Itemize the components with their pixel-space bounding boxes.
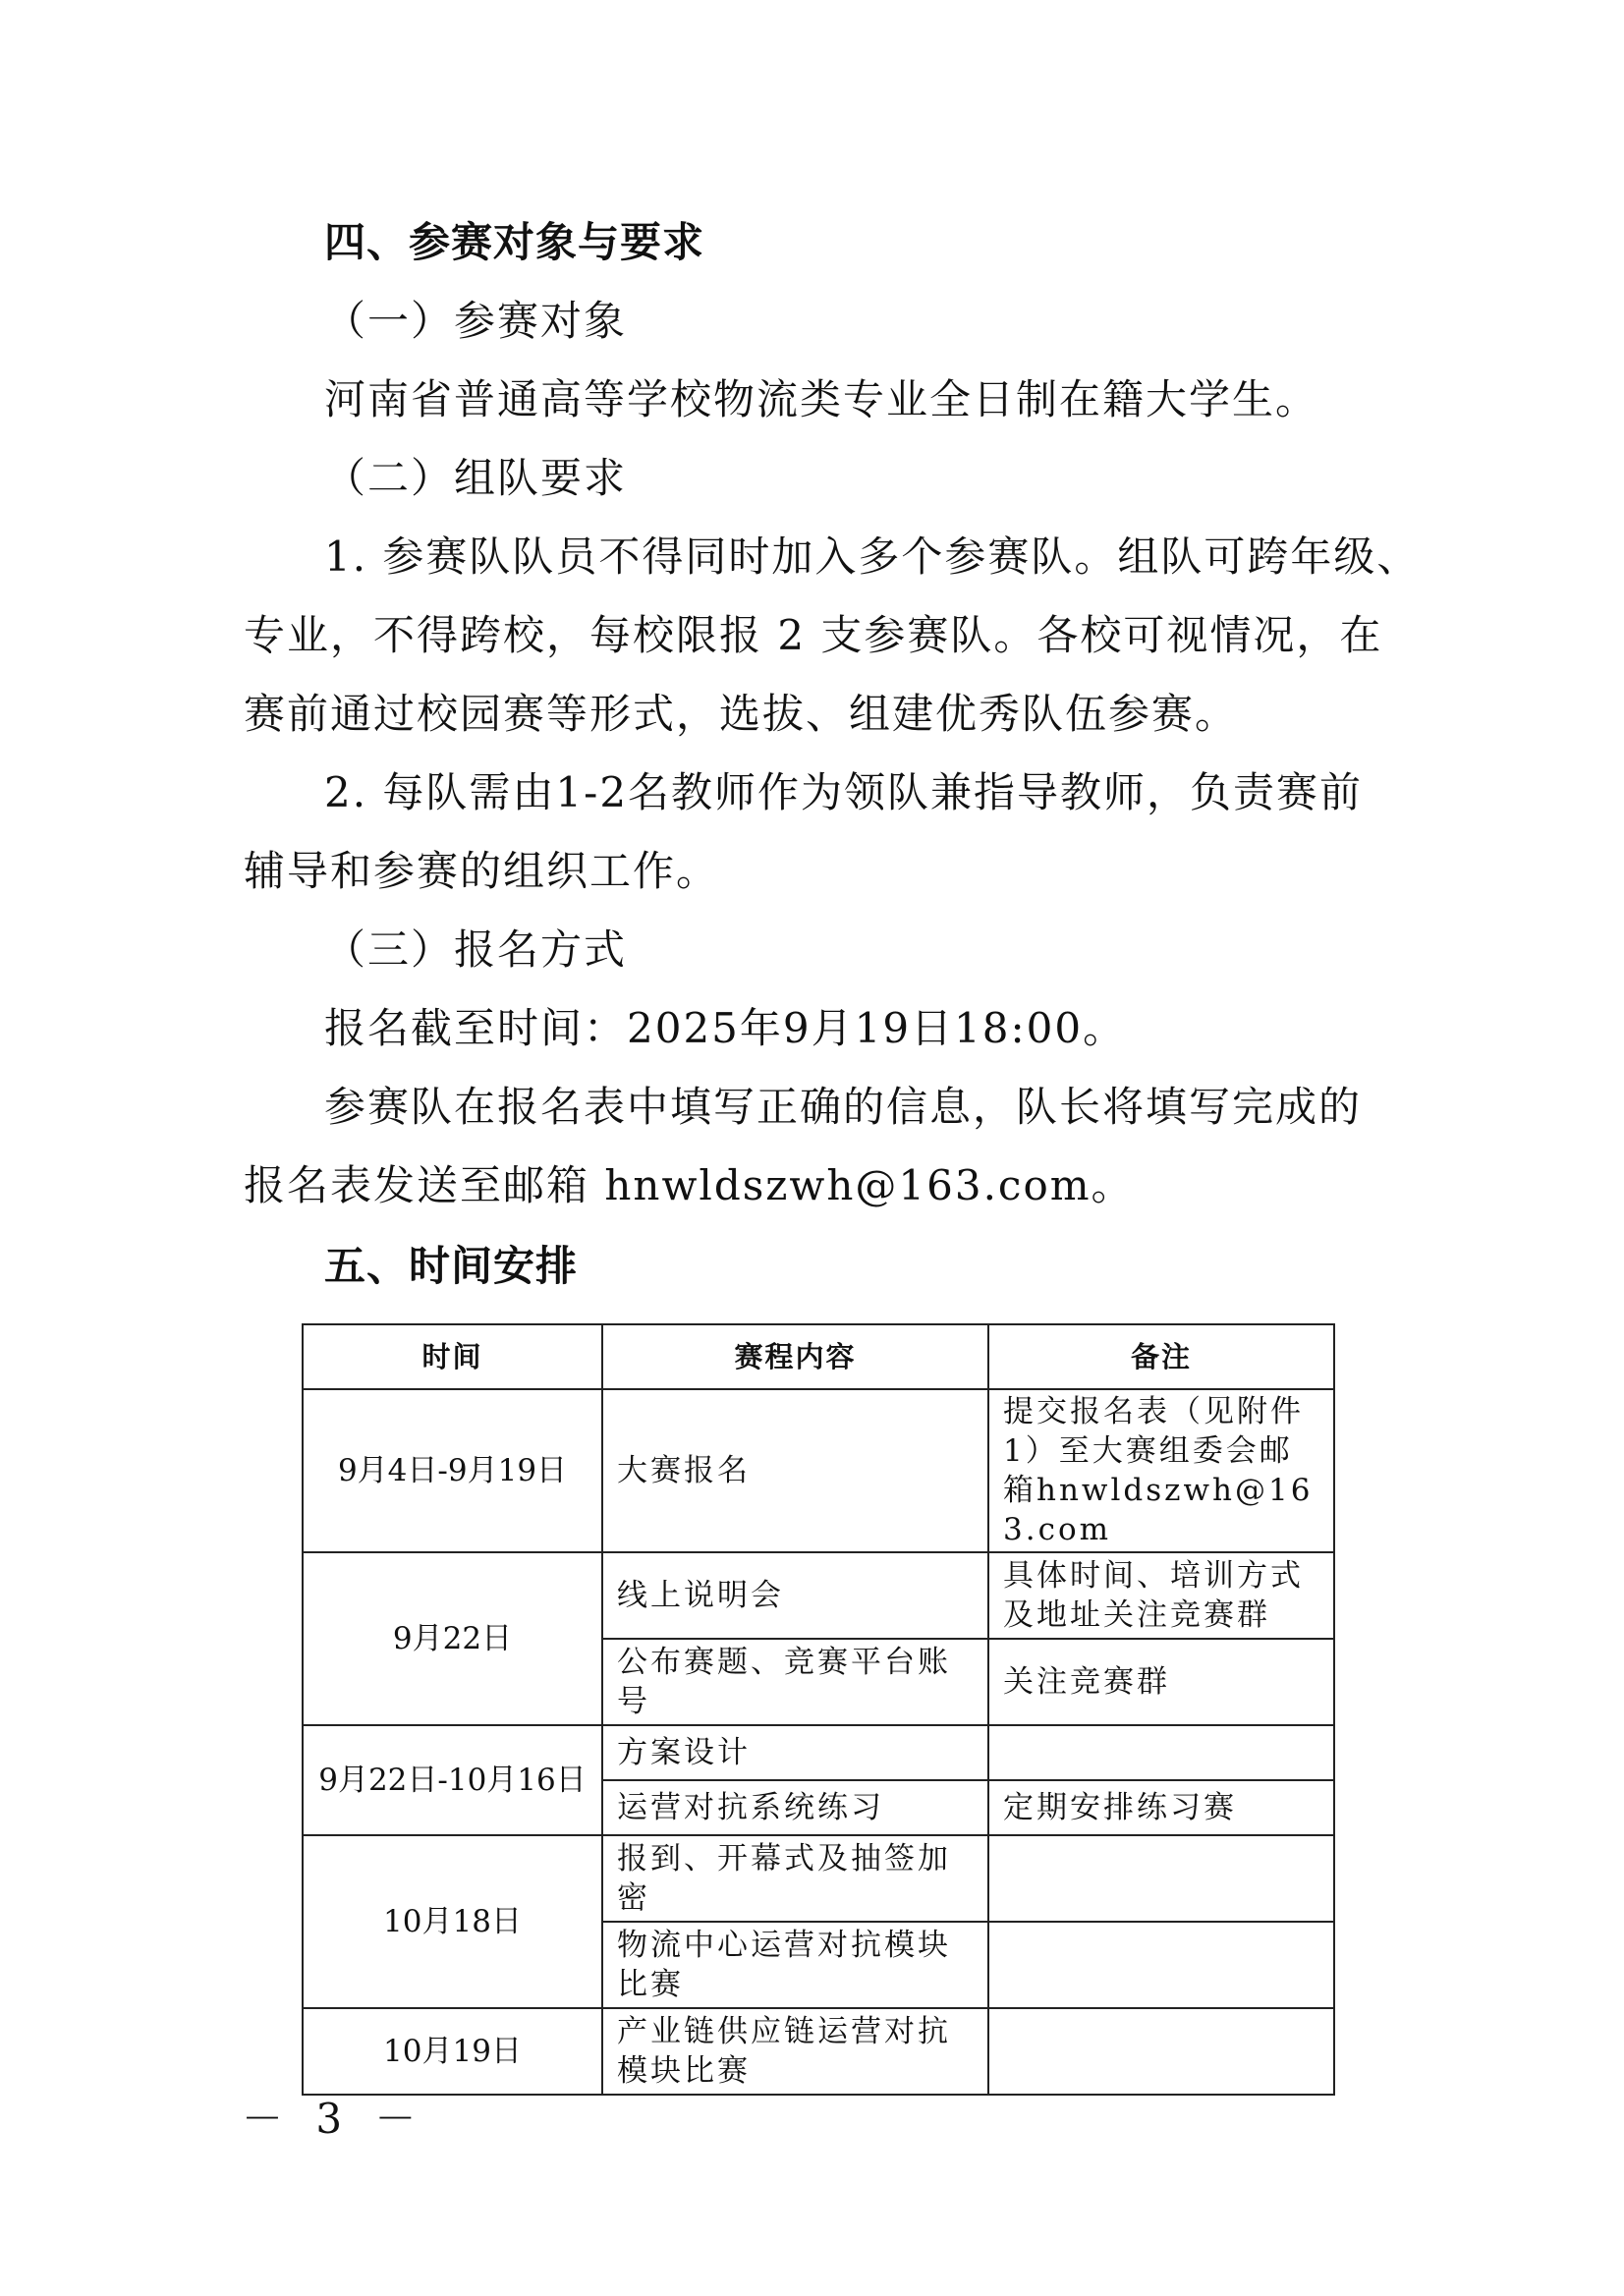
table-row: [303, 1725, 1334, 1780]
cell-content: 大赛报名: [602, 1389, 988, 1552]
cell-time: 9月4日-9月19日: [303, 1389, 602, 1552]
cell-note: [988, 1725, 1334, 1780]
header-content: 赛程内容: [602, 1324, 988, 1389]
header-time: 时间: [303, 1324, 602, 1389]
subsection-participants-heading: （一）参赛对象: [324, 297, 628, 345]
schedule-table: [302, 1323, 1335, 2096]
cell-time: 10月19日: [303, 2008, 602, 2095]
cell-content: 公布赛题、竞赛平台账号: [602, 1639, 988, 1725]
team-rule-1-line-3: 赛前通过校园赛等形式，选拔、组建优秀队伍参赛。: [244, 690, 1239, 738]
header-note: 备注: [988, 1324, 1334, 1389]
cell-content: 物流中心运营对抗模块比赛: [602, 1922, 988, 2008]
team-rule-1-line-1: 1. 参赛队队员不得同时加入多个参赛队。组队可跨年级、: [324, 532, 1421, 581]
cell-content: 产业链供应链运营对抗模块比赛: [602, 2008, 988, 2095]
team-rule-2-line-1: 2. 每队需由1-2名教师作为领队兼指导教师，负责赛前: [324, 768, 1364, 816]
cell-note: 关注竞赛群: [988, 1639, 1334, 1725]
table-header-row: [303, 1324, 1334, 1389]
cell-content: 方案设计: [602, 1725, 988, 1780]
subsection-registration-heading: （三）报名方式: [324, 925, 628, 974]
cell-content: 报到、开幕式及抽签加密: [602, 1835, 988, 1922]
cell-note: [988, 1922, 1334, 2008]
cell-time: 9月22日-10月16日: [303, 1725, 602, 1835]
cell-note: 提交报名表（见附件1）至大赛组委会邮箱hnwldszwh@163.com: [988, 1389, 1334, 1552]
cell-time: 10月18日: [303, 1835, 602, 2008]
page-number: － 3 －: [242, 2095, 426, 2143]
table-row: [303, 1389, 1334, 1552]
cell-content: 运营对抗系统练习: [602, 1780, 988, 1835]
cell-note: 定期安排练习赛: [988, 1780, 1334, 1835]
cell-note: 具体时间、培训方式及地址关注竞赛群: [988, 1552, 1334, 1639]
registration-text-line-1: 参赛队在报名表中填写正确的信息，队长将填写完成的: [324, 1083, 1363, 1131]
subsection-team-heading: （二）组队要求: [324, 454, 628, 502]
section-4-heading: 四、参赛对象与要求: [324, 218, 705, 266]
cell-note: [988, 2008, 1334, 2095]
table-row: [303, 1835, 1334, 1922]
table-row: [303, 2008, 1334, 2095]
cell-time: 9月22日: [303, 1552, 602, 1725]
section-5-heading: 五、时间安排: [324, 1242, 579, 1290]
registration-text-line-2: 报名表发送至邮箱 hnwldszwh@163.com。: [244, 1161, 1135, 1209]
cell-content: 线上说明会: [602, 1552, 988, 1639]
participants-text: 河南省普通高等学校物流类专业全日制在籍大学生。: [324, 375, 1319, 423]
cell-note: [988, 1835, 1334, 1922]
table-row: [303, 1552, 1334, 1639]
team-rule-2-line-2: 辅导和参赛的组织工作。: [244, 847, 720, 895]
registration-deadline: 报名截至时间：2025年9月19日18:00。: [324, 1004, 1127, 1052]
team-rule-1-line-2: 专业，不得跨校，每校限报 2 支参赛队。各校可视情况，在: [244, 611, 1383, 659]
